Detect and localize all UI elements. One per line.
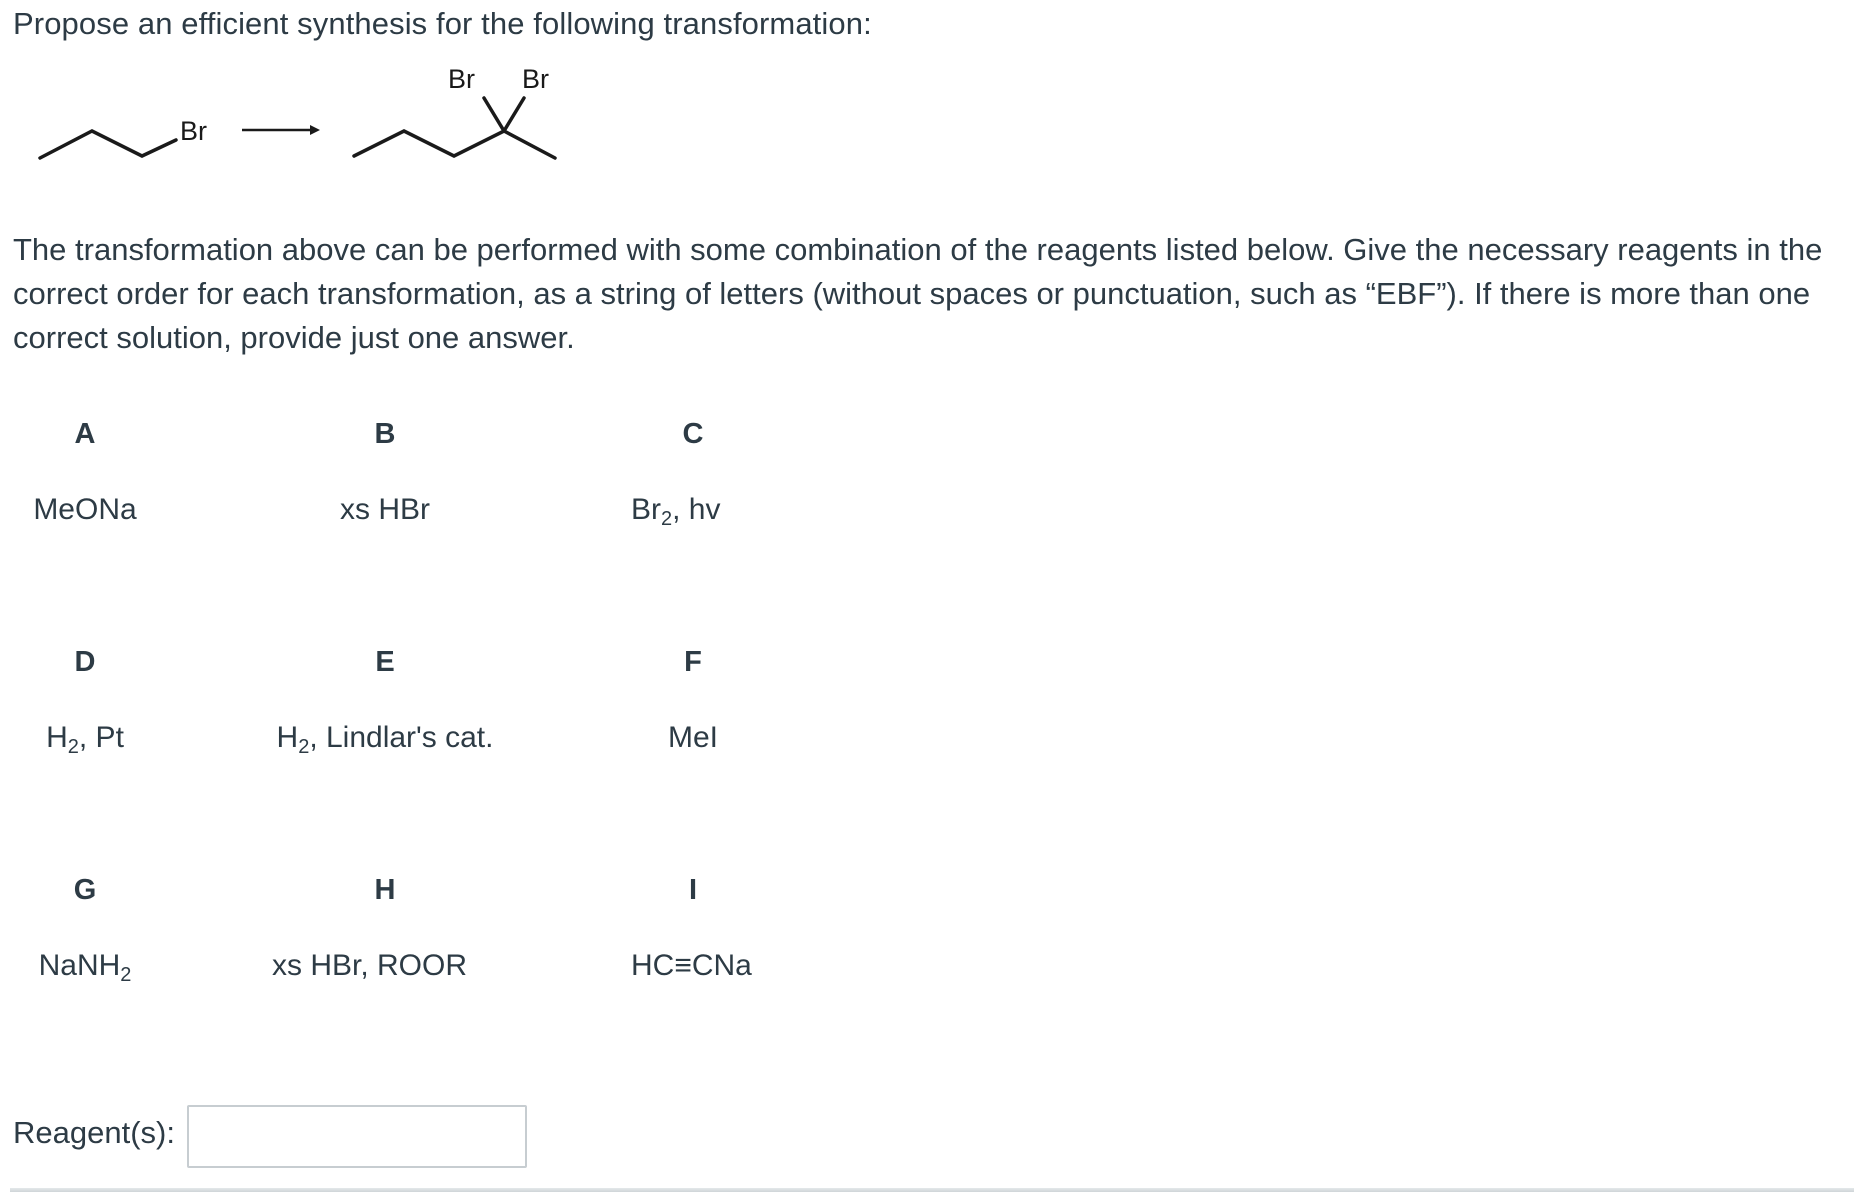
reagent-letter: A <box>74 418 96 450</box>
product-br-label-right: Br <box>522 64 549 94</box>
reagent-name: $Br_2$, hv <box>631 493 721 530</box>
reagent-option-g <box>20 874 150 986</box>
reagent-option-f <box>630 646 756 755</box>
reagent-option-h <box>260 874 510 983</box>
question-prompt: Propose an efficient synthesis for the following transformation: <box>13 6 872 41</box>
reagent-name: MeONa <box>33 493 137 526</box>
reagent-name: xs HBr, ROOR <box>272 949 468 982</box>
reagent-option-i <box>616 874 770 983</box>
reagent-letter: F <box>684 646 702 678</box>
reagent-letter: H <box>374 874 396 906</box>
reagent-letter: I <box>688 874 698 906</box>
reagent-letter: E <box>375 646 395 678</box>
reagent-name: $H_2$, Pt <box>46 721 124 758</box>
bottom-divider <box>10 1188 1854 1192</box>
reaction-arrow <box>242 125 320 135</box>
product-br-label-left: Br <box>448 64 475 94</box>
reagent-letter: D <box>74 646 96 678</box>
reactant-structure <box>40 131 176 158</box>
reagent-name: MeI <box>667 721 718 754</box>
reagent-name: xs HBr <box>340 493 430 526</box>
reagent-option-b <box>300 418 470 527</box>
reagent-letter: G <box>73 874 97 906</box>
product-structure <box>354 98 555 158</box>
reagent-name: NaNH$_2$ <box>38 949 132 986</box>
reagents-answer-input[interactable] <box>187 1105 527 1168</box>
reagent-option-d <box>20 646 150 758</box>
reagent-letter: B <box>374 418 396 450</box>
answer-label: Reagent(s): <box>13 1115 175 1150</box>
reagent-name: HC≡CNa <box>631 949 752 982</box>
reagent-name: $H_2$, Lindlar's cat. <box>276 721 494 758</box>
reactant-br-label: Br <box>180 116 207 146</box>
reagent-option-a <box>20 418 150 527</box>
reagent-option-e <box>260 646 510 758</box>
reaction-scheme <box>30 58 570 170</box>
instructions-text: The transformation above can be performed with some combination of the reagents listed below. Give the necessary reagents in the correct order for each transformation, as a string of letters (without spaces or punctuation, such as “EBF”). If there is more than one correct solution, provide just one answer. <box>13 232 1823 355</box>
reagent-option-c <box>616 418 770 530</box>
reagent-letter: C <box>682 418 704 450</box>
